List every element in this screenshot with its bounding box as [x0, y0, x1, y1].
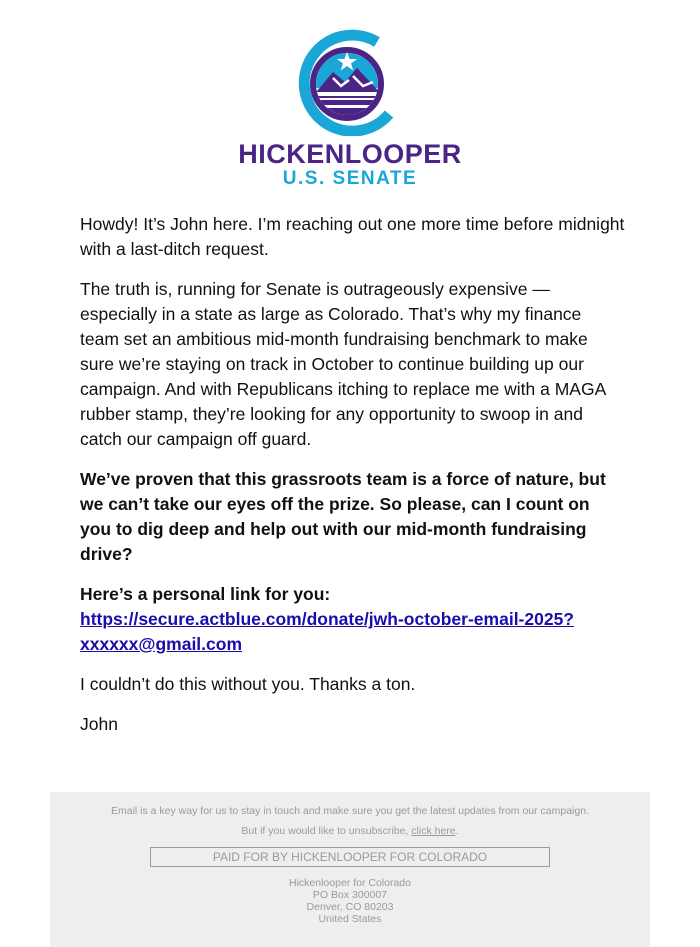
- personal-link-paragraph: [80, 582, 625, 657]
- email-footer: [50, 792, 650, 947]
- donate-link[interactable]: https://secure.actblue.com/donate/jwh-october-email-2025?xxxxxx@gmail.com: [80, 609, 574, 654]
- address-po-box: PO Box 300007: [312, 889, 388, 901]
- greeting-paragraph: Howdy! It’s John here. I’m reaching out one more time before midnight with a last-ditch request.: [80, 214, 625, 259]
- address-country: United States: [318, 913, 382, 925]
- email-body: [80, 212, 625, 752]
- address-org: Hickenlooper for Colorado: [289, 877, 411, 889]
- mountain-star-icon: [297, 28, 403, 136]
- unsubscribe-prefix: But if you would like to unsubscribe,: [241, 825, 409, 837]
- thanks-paragraph: I couldn’t do this without you. Thanks a ton.: [80, 674, 416, 694]
- signature: John: [80, 714, 118, 734]
- logo-subtitle: U.S. SENATE: [282, 168, 418, 189]
- mailing-address: [50, 877, 650, 925]
- context-paragraph: The truth is, running for Senate is outrageously expensive — especially in a state as large as Colorado. That’s why my finance team set an ambitious mid-month fundraising benchmark to make sure we’re staying on track in October to continue building up our campaign. And with Republicans itching to replace me with a MAGA rubber stamp, they’re looking for any opportunity to swoop in and catch our campaign off guard.: [80, 279, 606, 449]
- campaign-logo: [0, 28, 700, 190]
- footer-info-text: Email is a key way for us to stay in touch and make sure you get the latest updates from our campaign.: [111, 805, 589, 817]
- logo-name: HICKENLOOPER: [238, 139, 462, 169]
- unsubscribe-suffix: .: [455, 825, 459, 837]
- unsubscribe-link[interactable]: click here: [411, 825, 456, 837]
- address-city: Denver, CO 80203: [306, 901, 394, 913]
- paid-for-disclaimer: PAID FOR BY HICKENLOOPER FOR COLORADO: [150, 847, 550, 867]
- unsubscribe-line: [50, 824, 650, 838]
- appeal-paragraph: We’ve proven that this grassroots team is a force of nature, but we can’t take our eyes off the prize. So please, can I count on you to dig deep and help out with our mid-month fundraising drive?: [80, 469, 606, 564]
- link-intro: Here’s a personal link for you:: [80, 584, 331, 604]
